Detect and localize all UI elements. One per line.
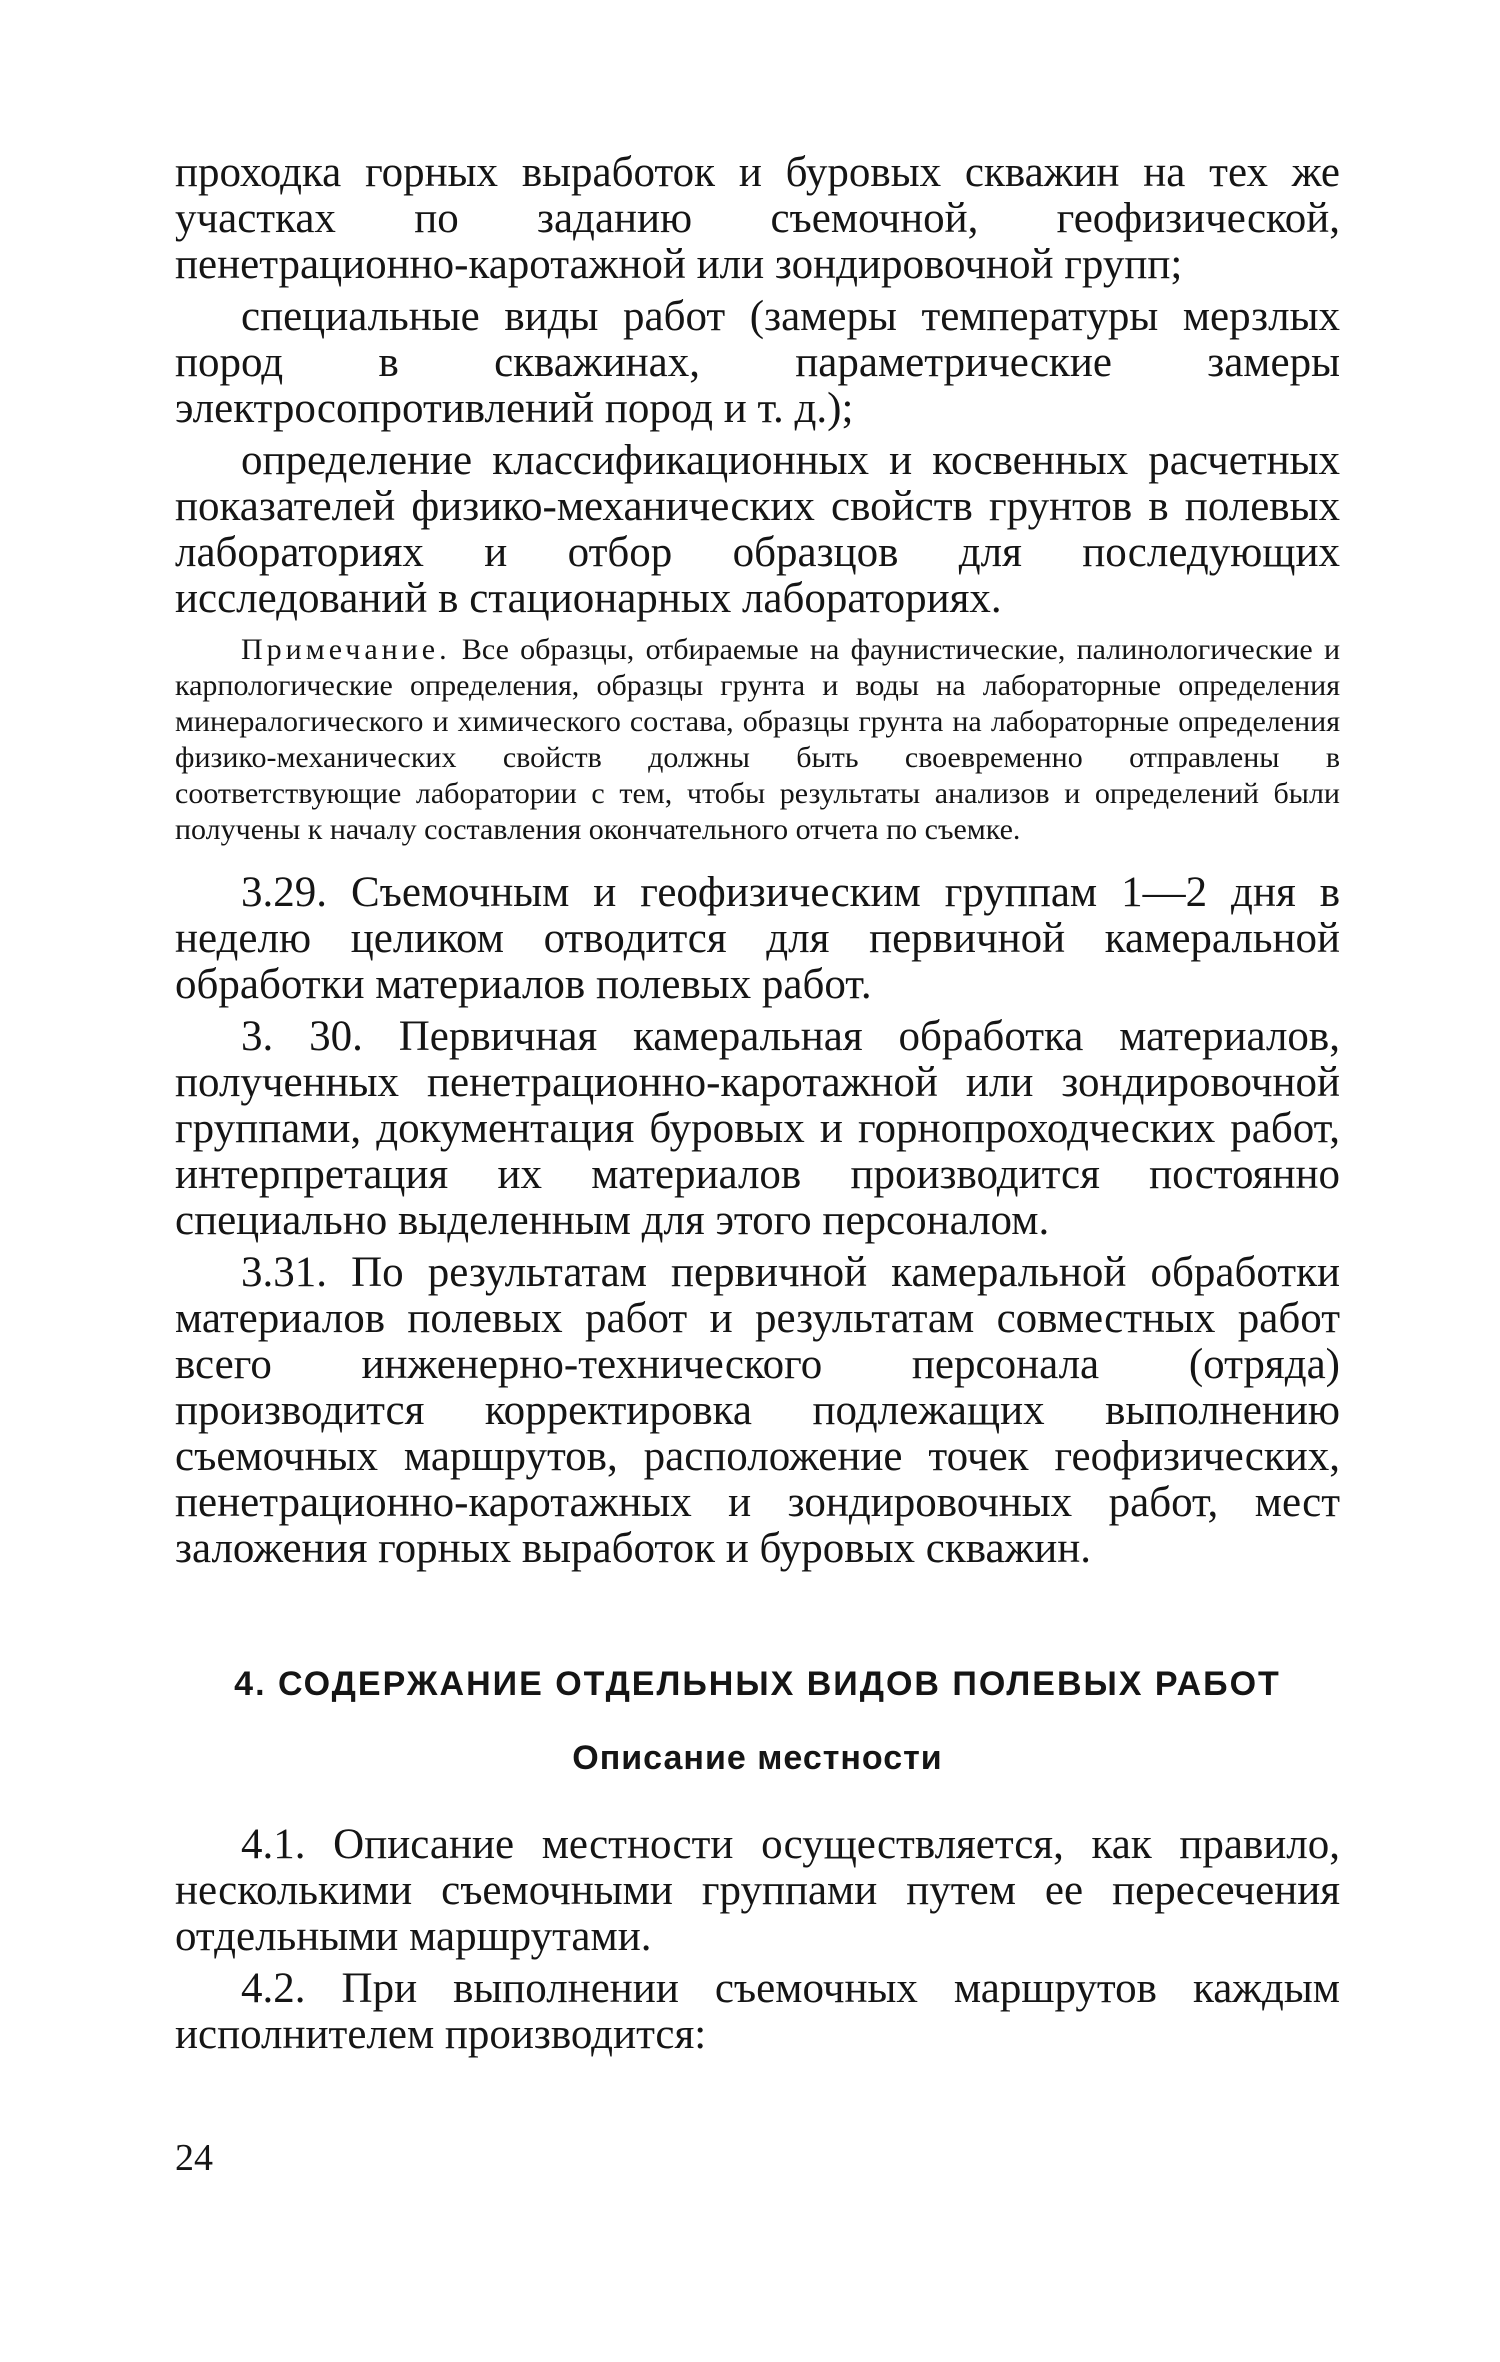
note-lead: Примечание. — [241, 633, 451, 666]
paragraph-lab-tests: определение классификационных и косвенных расчетных показателей физико-механических свойств грунтов в полевых лабораториях и отбор образцов для последующих исследований в стационарных лабораториях. — [175, 437, 1340, 622]
section-title: 4. СОДЕРЖАНИЕ ОТДЕЛЬНЫХ ВИДОВ ПОЛЕВЫХ РАБОТ — [234, 1665, 1281, 1703]
paragraph-drilling: проходка горных выработок и буровых скважин на тех же участках по заданию съемочной, геофизической, пенетрационно-каротажной или зондировочной групп; — [175, 149, 1340, 288]
page-number: 24 — [175, 2137, 213, 2179]
item-3-30: 3. 30. Первичная камеральная обработка материалов, полученных пенетрационно-каротажной или зондировочной группами, документация буровых и горнопроходческих работ, интерпретация их материалов производится постоянно специально выделенным для этого персоналом. — [175, 1013, 1340, 1244]
subsection-title: Описание местности — [572, 1739, 943, 1777]
paragraph-special-works: специальные виды работ (замеры температуры мерзлых пород в скважинах, параметрические замеры электросопротивлений пород и т. д.); — [175, 293, 1340, 432]
item-4-1: 4.1. Описание местности осуществляется, как правило, несколькими съемочными группами путем ее пересечения отдельными маршрутами. — [175, 1821, 1340, 1960]
item-4-2: 4.2. При выполнении съемочных маршрутов каждым исполнителем производится: — [175, 1965, 1340, 2058]
item-3-31: 3.31. По результатам первичной камеральной обработки материалов полевых работ и результатам совместных работ всего инженерно-технического персонала (отряда) производится корректировка подлежащих выполнению съемочных маршрутов, расположение точек геофизических, пенетрационно-каротажных и зондировочных работ, мест заложения горных выработок и буровых скважин. — [175, 1249, 1340, 1572]
page-body — [175, 150, 1340, 2058]
note-text: Все образцы, отбираемые на фаунистические, палинологические и карпологические определения, образцы грунта и воды на лабораторные определения минералогического и химического состава, образцы грунта на лабораторные определения физико-механических свойств должны быть своевременно отправлены в соответствующие лаборатории с тем, чтобы результаты анализов и определений были получены к началу составления окончательного отчета по съемке. — [175, 633, 1341, 846]
item-3-29: 3.29. Съемочным и геофизическим группам 1—2 дня в неделю целиком отводится для первичной камеральной обработки материалов полевых работ. — [175, 869, 1340, 1008]
note — [175, 632, 1340, 848]
